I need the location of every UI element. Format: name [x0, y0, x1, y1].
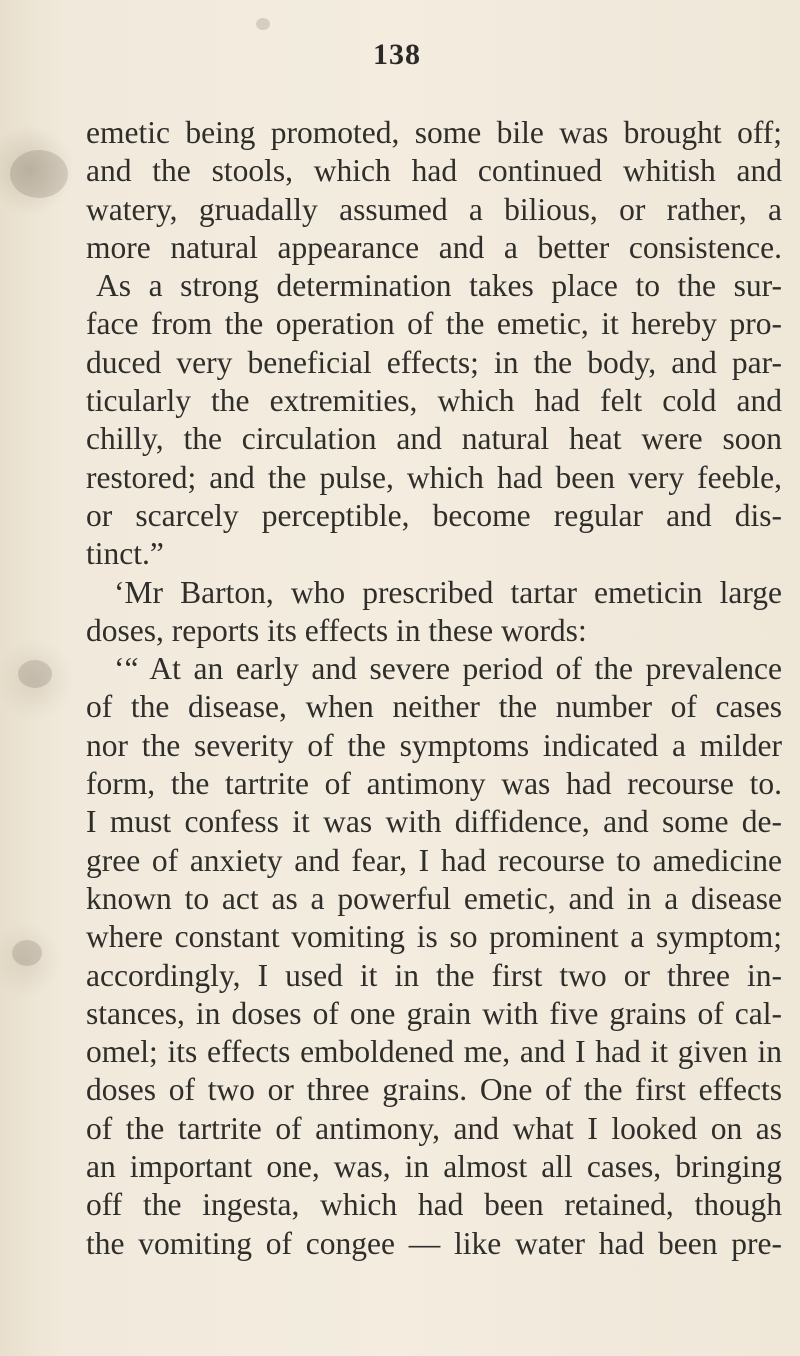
paper-stain	[12, 940, 42, 966]
text-line: nor the severity of the symptoms indicated a milder	[86, 727, 782, 763]
text-line: ticularly the extremities, which had felt cold and	[86, 383, 782, 419]
body-text	[86, 114, 782, 1263]
text-line: face from the operation of the emetic, it hereby pro-	[86, 306, 782, 342]
text-line: I must confess it was with diffidence, and some de-	[86, 804, 782, 840]
text-line: ‘“ At an early and severe period of the prevalence	[114, 651, 782, 687]
text-line: omel; its effects emboldened me, and I had it given in	[86, 1034, 782, 1070]
text-line: more natural appearance and a better consistence.	[86, 229, 782, 265]
text-line: stances, in doses of one grain with five grains of cal-	[86, 995, 782, 1031]
text-line: restored; and the pulse, which had been very feeble,	[86, 459, 782, 495]
text-line: chilly, the circulation and natural heat were soon	[86, 421, 782, 457]
text-line: the vomiting of congee — like water had been pre-	[86, 1225, 782, 1261]
text-line: of the disease, when neither the number of cases	[86, 689, 782, 725]
text-line: known to act as a powerful emetic, and in a disease	[86, 880, 782, 916]
text-line: or scarcely perceptible, become regular and dis-	[86, 497, 782, 533]
page-number: 138	[373, 38, 421, 71]
text-line: accordingly, I used it in the first two or three in-	[86, 957, 782, 993]
text-line: watery, gruadally assumed a bilious, or rather, a	[86, 191, 782, 227]
text-line: ‘Mr Barton, who prescribed tartar emeticin large	[114, 574, 782, 610]
text-line: emetic being promoted, some bile was brought off;	[86, 115, 782, 150]
text-line: gree of anxiety and fear, I had recourse to amedicine	[86, 842, 782, 878]
text-line: As a strong determination takes place to the sur-	[96, 268, 782, 304]
paper-stain	[10, 150, 68, 198]
paper-stain	[256, 18, 270, 30]
text-line: doses, reports its effects in these words:	[86, 612, 587, 648]
text-line: and the stools, which had continued whitish and	[86, 153, 782, 189]
text-line: form, the tartrite of antimony was had recourse to.	[86, 766, 782, 802]
text-line: of the tartrite of antimony, and what I looked on as	[86, 1110, 782, 1146]
paper-stain	[18, 660, 52, 688]
text-line: tinct.”	[86, 536, 164, 572]
text-line: where constant vomiting is so prominent a symptom;	[86, 919, 782, 955]
text-line: an important one, was, in almost all cases, bringing	[86, 1149, 782, 1185]
text-line: duced very beneficial effects; in the body, and par-	[86, 344, 782, 380]
text-line: doses of two or three grains. One of the first effects	[86, 1072, 782, 1108]
text-line: off the ingesta, which had been retained, though	[86, 1187, 782, 1223]
